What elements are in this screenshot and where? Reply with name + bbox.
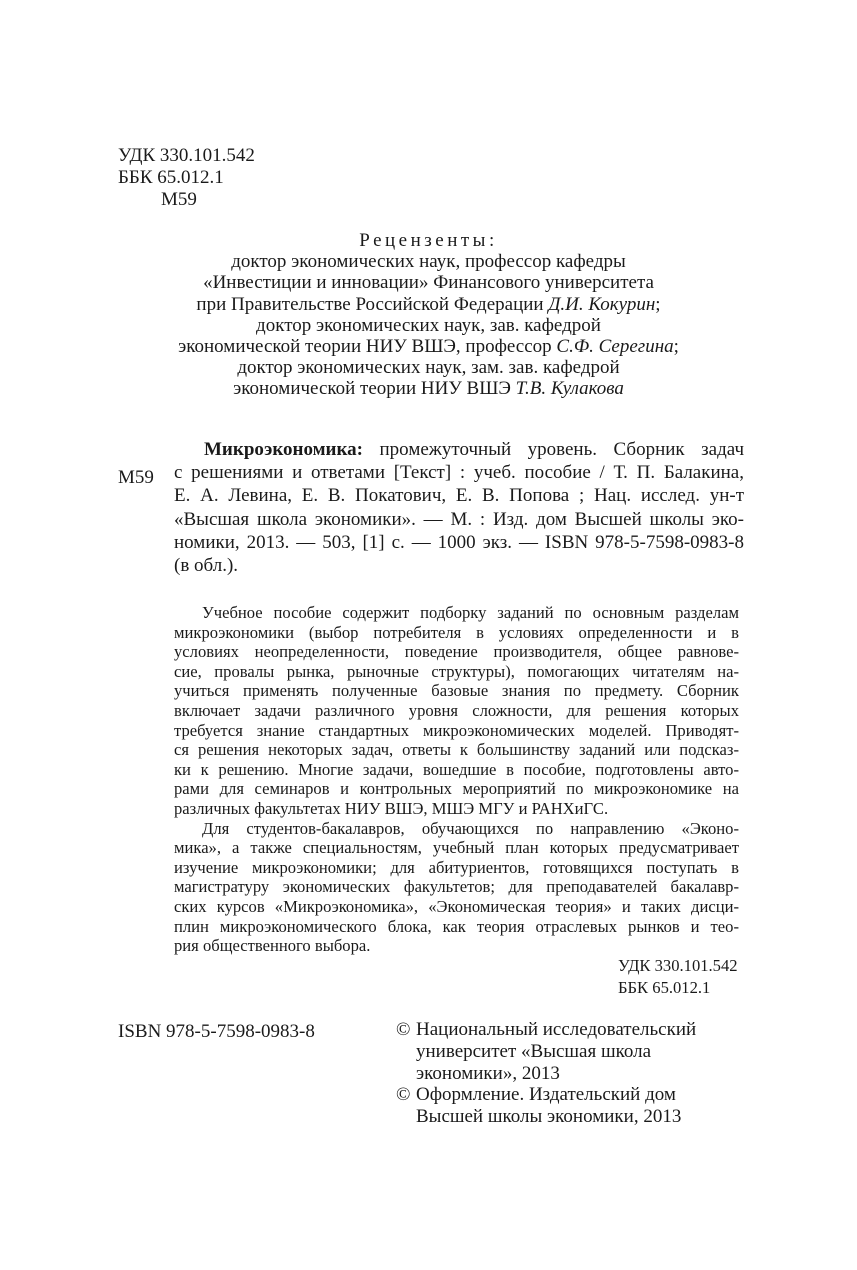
annotation-line: плин микроэкономического блока, как теория отраслевых рынков и тео- [174, 916, 739, 936]
annotation-line: рами для семинаров и контрольных мероприятий по микроэкономике на [174, 779, 739, 799]
annotation-line: сие, провалы рынка, рыночные структуры), помогающих читателям на- [174, 661, 739, 681]
annotation [174, 603, 739, 956]
record-title: Микроэкономика: [204, 439, 363, 460]
annotation-line: ских курсов «Микроэкономика», «Экономическая теория» и таких дисци- [174, 896, 739, 916]
udk-code: УДК 330.101.542 [618, 956, 738, 975]
annotation-line: рия общественного выбора. [174, 936, 371, 956]
reviewer-line: доктор экономических наук, профессор кафедры [231, 251, 626, 273]
record-line: с решениями и ответами [Текст] : учеб. пособие / Т. П. Балакина, [174, 462, 744, 484]
copyright-line: © Национальный исследовательский [396, 1019, 697, 1040]
reviewer-name: С.Ф. Серегина [556, 336, 674, 358]
annotation-line: различных факультетах НИУ ВШЭ, МШЭ МГУ и РАНХиГС. [174, 798, 609, 818]
classification-codes [118, 145, 255, 211]
copyright-line: экономики», 2013 [416, 1062, 560, 1084]
reviewer-affiliation: при Правительстве Российской Федерации [196, 293, 544, 315]
reviewers-block [0, 230, 857, 400]
record-line: Е. А. Левина, Е. В. Покатович, Е. В. Попова ; Нац. исслед. ун-т [174, 485, 744, 507]
bbk-code: ББК 65.012.1 [118, 167, 224, 188]
bbk-code: ББК 65.012.1 [618, 978, 711, 997]
copyright-sign: © [396, 1084, 411, 1106]
catalog-record [174, 438, 744, 577]
annotation-line: Для студентов-бакалавров, обучающихся по направлению «Эконо- [202, 818, 739, 838]
author-mark: М59 [161, 189, 197, 210]
reviewer-line: «Инвестиции и инновации» Финансового университета [203, 272, 654, 294]
annotation-line: мика», а также специальностям, учебный план которых предусматривает [174, 838, 739, 858]
reviewer-line [0, 378, 857, 399]
annotation-line: учиться применять полученные базовые знания по предмету. Сборник [174, 681, 739, 701]
record-author-mark: М59 [118, 467, 154, 488]
record-line: номики, 2013. — 503, [1] с. — 1000 экз. — ISBN 978-5-7598-0983-8 [174, 531, 744, 553]
reviewer-line: доктор экономических наук, зам. зав. кафедрой [237, 357, 620, 379]
copyright-line: университет «Высшая школа [416, 1040, 652, 1062]
annotation-line: включает задачи различного уровня сложности, для решения которых [174, 700, 739, 720]
annotation-line: ся решения некоторых задач, ответы к большинству заданий или подсказ- [174, 740, 739, 760]
annotation-line: условиях неопределенности, поведение производителя, общее равнове- [174, 642, 739, 662]
reviewer-line: доктор экономических наук, зав. кафедрой [256, 314, 601, 336]
annotation-line: магистратуру экономических факультетов; для преподавателей бакалавр- [174, 877, 739, 897]
reviewer-name: Т.В. Кулакова [515, 378, 624, 400]
annotation-line: микроэкономики (выбор потребителя в условиях определенности и в [174, 622, 739, 642]
annotation-line: ки к решению. Многие задачи, вошедшие в пособие, подготовлены авто- [174, 759, 739, 779]
separator: ; [673, 336, 679, 358]
separator: ; [655, 293, 661, 315]
reviewer-affiliation: экономической теории НИУ ВШЭ, профессор [178, 336, 552, 358]
reviewer-line [0, 294, 857, 315]
record-line: Микроэкономика: промежуточный уровень. Сборник задач [204, 439, 744, 460]
annotation-line: требуется знание стандартных микроэкономических моделей. Приводят- [174, 720, 739, 740]
reviewer-affiliation: экономической теории НИУ ВШЭ [233, 378, 511, 400]
record-line: (в обл.). [174, 555, 239, 577]
udk-code: УДК 330.101.542 [118, 145, 255, 166]
isbn: ISBN 978-5-7598-0983-8 [118, 1021, 315, 1042]
reviewers-heading: Рецензенты: [359, 230, 498, 251]
classification-codes-bottom [618, 955, 738, 999]
copyright-line: © Оформление. Издательский дом [396, 1084, 676, 1106]
reviewer-name: Д.И. Кокурин [548, 293, 656, 315]
copyright-line: Высшей школы экономики, 2013 [416, 1106, 682, 1128]
reviewer-line [0, 336, 857, 357]
copyright-block [396, 1019, 696, 1128]
annotation-line: изучение микроэкономики; для абитуриентов, готовящихся поступать в [174, 857, 739, 877]
annotation-line: Учебное пособие содержит подборку заданий по основным разделам [202, 603, 739, 622]
record-line: «Высшая школа экономики». — М. : Изд. дом Высшей школы эко- [174, 508, 744, 530]
copyright-sign: © [396, 1019, 411, 1040]
